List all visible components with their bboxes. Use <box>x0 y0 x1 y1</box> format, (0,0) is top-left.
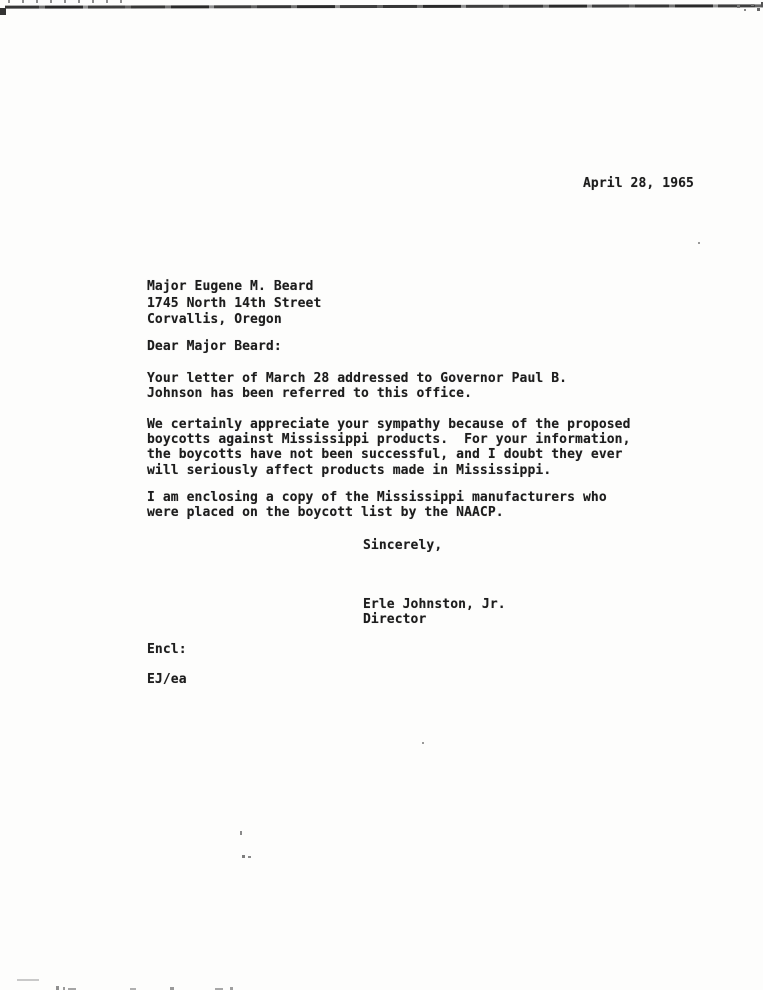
body-paragraph-2 <box>147 417 631 478</box>
complimentary-closing: Sincerely, <box>363 538 443 553</box>
scan-speck <box>422 742 424 744</box>
scan-speck <box>737 5 740 8</box>
scan-artifact-top-ticks <box>8 0 126 3</box>
paragraph-line: will seriously affect products made in Mississippi. <box>147 462 552 478</box>
scan-speck <box>240 831 242 835</box>
paragraph-line: Johnson has been referred to this office. <box>147 386 472 402</box>
scan-artifact-top-edge-line <box>5 4 763 8</box>
salutation: Dear Major Beard: <box>147 339 282 354</box>
scan-speck <box>698 242 700 244</box>
paragraph-line: We certainly appreciate your sympathy because of the proposed <box>147 417 631 432</box>
signature-title: Director <box>363 612 427 627</box>
paragraph-line: the boycotts have not been successful, and I doubt they ever <box>147 447 623 463</box>
recipient-address-block <box>147 279 321 329</box>
scan-speck <box>0 8 6 15</box>
typist-initials: EJ/ea <box>147 672 187 687</box>
body-paragraph-1 <box>147 371 567 401</box>
scan-speck <box>744 9 746 11</box>
recipient-street: 1745 North 14th Street <box>147 295 322 311</box>
scan-speck <box>751 4 754 6</box>
letter-date: April 28, 1965 <box>583 176 694 191</box>
paragraph-line: boycotts against Mississippi products. For your information, <box>147 432 631 448</box>
scan-speck <box>242 855 245 858</box>
scan-speck <box>248 856 251 858</box>
scan-speck <box>56 986 59 990</box>
paragraph-line: Your letter of March 28 addressed to Governor Paul B. <box>147 371 568 386</box>
body-paragraph-3 <box>147 490 607 520</box>
signature-name: Erle Johnston, Jr. <box>363 597 506 612</box>
recipient-name: Major Eugene M. Beard <box>147 279 314 294</box>
scan-speck <box>17 979 39 981</box>
scan-speck <box>757 8 760 11</box>
paragraph-line: were placed on the boycott list by the NAACP. <box>147 505 504 521</box>
enclosure-notation: Encl: <box>147 642 187 657</box>
recipient-city-state: Corvallis, Oregon <box>147 312 282 328</box>
paragraph-line: I am enclosing a copy of the Mississippi manufacturers who <box>147 490 607 505</box>
